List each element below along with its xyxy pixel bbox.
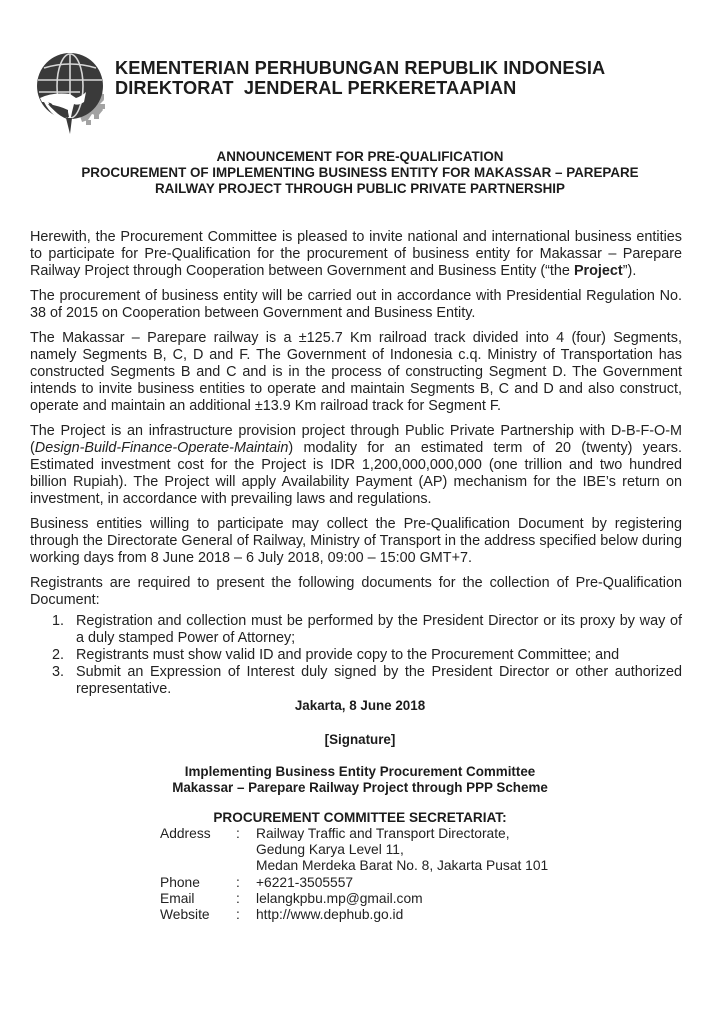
committee-name	[0, 764, 720, 796]
announcement-headline	[0, 149, 720, 197]
paragraph-regulation: The procurement of business entity will be carried out in accordance with Presidential Regulation No. 38 of 2015 on Cooperation between Government and Business Entity.	[30, 288, 682, 321]
paragraph-invitation	[30, 229, 682, 280]
address-line-2: Gedung Karya Level 11,	[256, 842, 404, 858]
committee-line-2: Makassar – Parepare Railway Project through PPP Scheme	[172, 780, 548, 795]
list-item	[30, 613, 682, 647]
website-link[interactable]: http://www.dephub.go.id	[256, 906, 404, 922]
colon: :	[236, 890, 240, 906]
list-item	[30, 664, 682, 698]
letterhead	[30, 48, 690, 138]
letterhead-org-name	[115, 58, 605, 98]
paragraph-text: ”).	[622, 263, 637, 279]
phone-value: +6221-3505557	[256, 874, 354, 890]
announcement-body	[30, 229, 682, 698]
ministry-globe-gear-logo-icon	[30, 48, 110, 138]
phone-label: Phone	[160, 874, 200, 890]
paragraph-required-documents: Registrants are required to present the following documents for the collection of Pre-Qualification Document:	[30, 575, 682, 608]
paragraph-registration: Business entities willing to participate may collect the Pre-Qualification Document by registering through the Directorate General of Railway, Ministry of Transport in the address specified below during working days from 8 June 2018 – 6 July 2018, 09:00 – 15:00 GMT+7.	[30, 516, 682, 566]
paragraph-railway-description: The Makassar – Parepare railway is a ±125.7 Km railroad track divided into 4 (four) Segments, namely Segments B, C, D and F. The Government of Indonesia c.q. Ministry of Transportation has constructed Segments B and C and is in the process of constructing Segment D. The Government intends to invite business entities to operate and maintain Segments B, C and D and also construct, operate and maintain an additional ±13.9 Km railroad track for Segment F.	[30, 330, 682, 414]
list-item	[30, 647, 682, 664]
colon: :	[236, 826, 240, 841]
paragraph-text: Herewith, the Procurement Committee is pleased to invite national and international business entities to participate for Pre-Qualification for the procurement of business entity for Makassar – Parepare Railway Project through Cooperation between Government and Business Entity (“the	[30, 229, 682, 279]
email-link[interactable]: lelangkpbu.mp@gmail.com	[256, 890, 423, 906]
paragraph-text: The Project is an infrastructure provision project through Public Private Partnership with D-B-F-O-M (	[30, 423, 682, 456]
headline-line-2: PROCUREMENT OF IMPLEMENTING BUSINESS ENTITY FOR MAKASSAR – PAREPARE	[81, 165, 639, 180]
website-label: Website	[160, 906, 210, 922]
signature-placeholder: [Signature]	[324, 732, 396, 747]
secretariat-title: PROCUREMENT COMMITTEE SECRETARIAT:	[213, 810, 507, 825]
directorate-name: DIREKTORAT JENDERAL PERKERETAAPIAN	[115, 78, 517, 98]
list-item-text: Registration and collection must be performed by the President Director or its proxy by way of a duly stamped Power of Attorney;	[76, 613, 682, 646]
colon: :	[236, 874, 240, 890]
list-item-text: Submit an Expression of Interest duly signed by the President Director or other authorized representative.	[76, 664, 682, 697]
requirements-list	[30, 613, 682, 698]
headline-line-3: RAILWAY PROJECT THROUGH PUBLIC PRIVATE PARTNERSHIP	[155, 181, 565, 196]
address-label: Address	[160, 826, 211, 841]
list-item-text: Registrants must show valid ID and provide copy to the Procurement Committee; and	[76, 647, 620, 663]
headline-line-1: ANNOUNCEMENT FOR PRE-QUALIFICATION	[216, 149, 504, 164]
email-label: Email	[160, 890, 195, 906]
ministry-name: KEMENTERIAN PERHUBUNGAN REPUBLIK INDONESIA	[115, 58, 606, 78]
dbfom-term: Design-Build-Finance-Operate-Maintain	[34, 440, 289, 456]
colon: :	[236, 906, 240, 922]
list-number: 2.	[52, 647, 65, 663]
list-number: 1.	[52, 613, 65, 629]
address-line-1: Railway Traffic and Transport Directorate,	[256, 826, 510, 841]
committee-line-1: Implementing Business Entity Procurement Committee	[184, 764, 536, 779]
list-number: 3.	[52, 664, 65, 680]
project-term: Project	[573, 263, 623, 279]
address-line-3	[256, 858, 548, 874]
paragraph-text: ) modality for an estimated term of 20 (twenty) years. Estimated investment cost for the Project is IDR 1,200,000,000,000 (one trillion and two hundred billion Rupiah). The Project will apply Availability Payment (AP) mechanism for the IBE’s return on investment, in accordance with prevailing laws and regulations.	[30, 440, 682, 507]
place-date: Jakarta, 8 June 2018	[294, 698, 426, 713]
address-line-3-text: Medan Merdeka Barat No. 8, Jakarta Pusat 101	[256, 858, 549, 874]
paragraph-project-scheme	[30, 423, 682, 508]
